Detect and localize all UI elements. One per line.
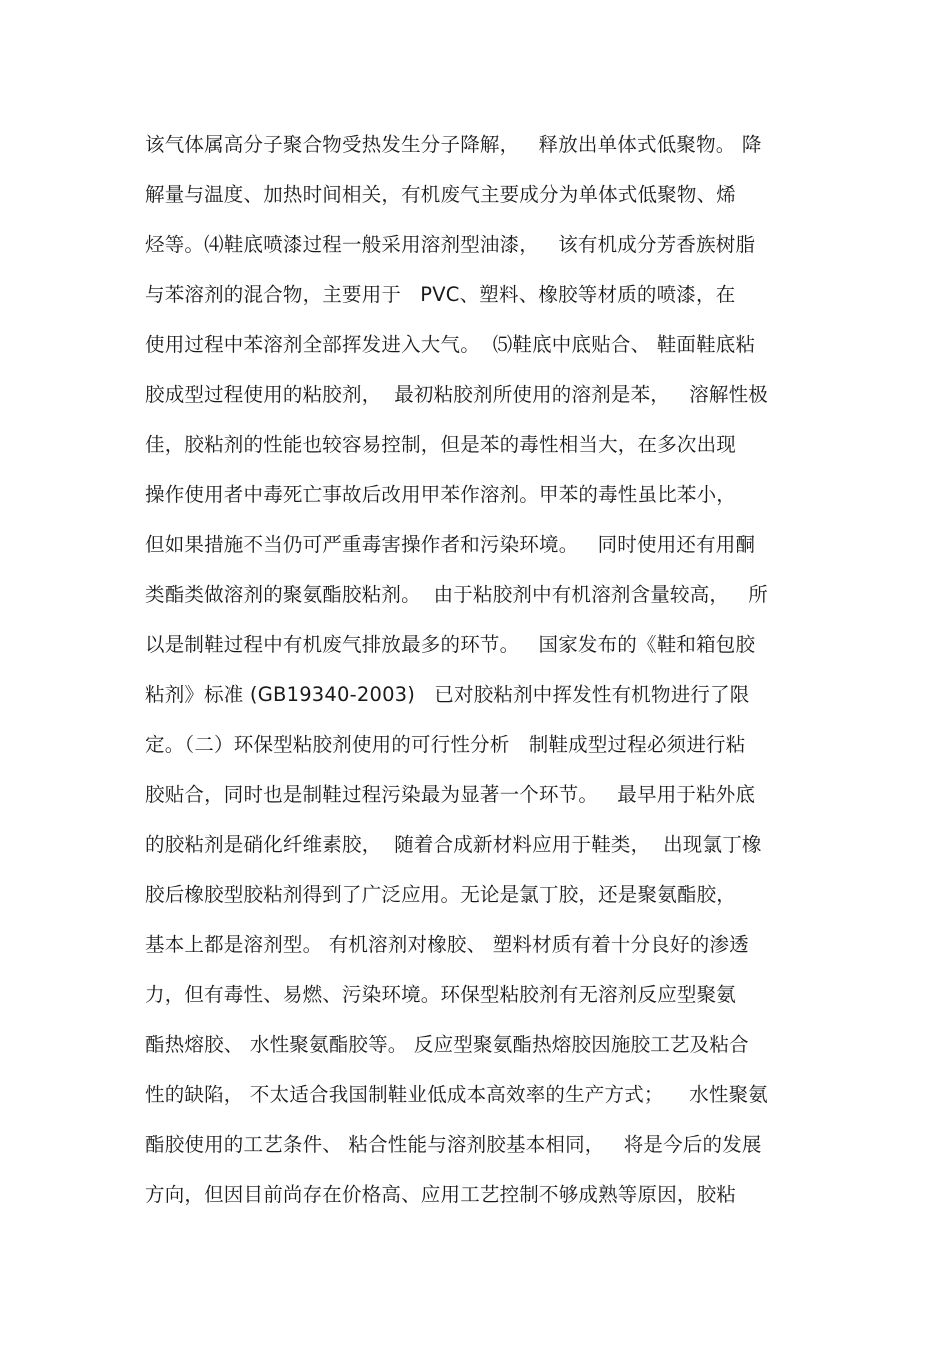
text-line: 方向，但因目前尚存在价格高、应用工艺控制不够成熟等原因，胶粘	[145, 1183, 737, 1206]
text-line: 与苯溶剂的混合物，主要用于 PVC、塑料、橡胶等材质的喷漆，在	[145, 283, 736, 306]
text-line: 定。（二）环保型粘胶剂使用的可行性分析 制鞋成型过程必须进行粘	[145, 733, 746, 756]
text-line: 胶贴合，同时也是制鞋过程污染最为显著一个环节。 最早用于粘外底	[145, 783, 756, 806]
text-line: 使用过程中苯溶剂全部挥发进入大气。 ⑸鞋底中底贴合、 鞋面鞋底粘	[145, 333, 756, 356]
text-line: 力，但有毒性、易燃、污染环境。环保型粘胶剂有无溶剂反应型聚氨	[145, 983, 737, 1006]
text-line: 酯热熔胶、 水性聚氨酯胶等。 反应型聚氨酯热熔胶因施胶工艺及粘合	[145, 1033, 749, 1056]
text-line: 胶成型过程使用的粘胶剂， 最初粘胶剂所使用的溶剂是苯， 溶解性极	[145, 383, 768, 406]
text-line: 佳，胶粘剂的性能也较容易控制，但是苯的毒性相当大，在多次出现	[145, 433, 737, 456]
text-line: 粘剂》标准 (GB19340-2003) 已对胶粘剂中挥发性有机物进行了限	[145, 683, 750, 706]
text-line: 以是制鞋过程中有机废气排放最多的环节。 国家发布的《鞋和箱包胶	[145, 633, 756, 656]
text-line: 的胶粘剂是硝化纤维素胶， 随着合成新材料应用于鞋类， 出现氯丁橡	[145, 833, 762, 856]
text-line: 该气体属高分子聚合物受热发生分子降解， 释放出单体式低聚物。 降	[145, 133, 762, 156]
text-line: 酯胶使用的工艺条件、 粘合性能与溶剂胶基本相同， 将是今后的发展	[145, 1133, 762, 1156]
text-line: 烃等。⑷鞋底喷漆过程一般采用溶剂型油漆， 该有机成分芳香族树脂	[145, 233, 756, 256]
text-line: 胶后橡胶型胶粘剂得到了广泛应用。无论是氯丁胶，还是聚氨酯胶，	[145, 883, 737, 906]
text-line: 解量与温度、加热时间相关，有机废气主要成分为单体式低聚物、烯	[145, 183, 737, 206]
text-line: 但如果措施不当仍可严重毒害操作者和污染环境。 同时使用还有用酮	[145, 533, 756, 556]
text-line: 性的缺陷， 不太适合我国制鞋业低成本高效率的生产方式； 水性聚氨	[145, 1083, 768, 1106]
text-line: 类酯类做溶剂的聚氨酯胶粘剂。 由于粘胶剂中有机溶剂含量较高， 所	[145, 583, 768, 606]
text-line: 基本上都是溶剂型。 有机溶剂对橡胶、 塑料材质有着十分良好的渗透	[145, 933, 749, 956]
body-text	[145, 128, 825, 1228]
text-line: 操作使用者中毒死亡事故后改用甲苯作溶剂。甲苯的毒性虽比苯小，	[145, 483, 737, 506]
